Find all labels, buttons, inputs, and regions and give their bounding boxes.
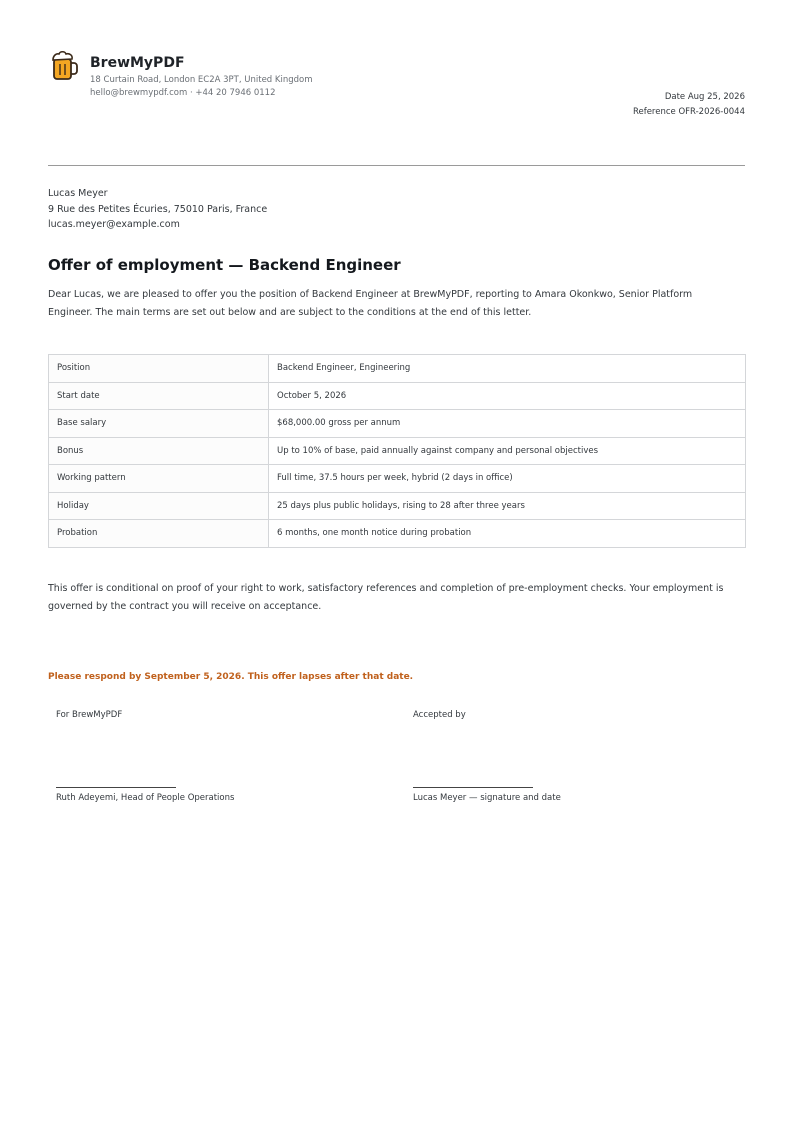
letter-reference: Reference OFR-2026-0044 [632,107,745,117]
table-row [49,465,746,493]
company-signatory: Ruth Adeyemi, Head of People Operations [56,793,235,803]
candidate-signatory: Lucas Meyer — signature and date [413,793,561,803]
letter-intro: Dear Lucas, we are pleased to offer you the position of Backend Engineer at BrewMyPDF, reporting to Amara Okonkwo, Senior Platform Engineer. The main terms are set out below and are subject to the conditions at the end of this letter. [48,289,693,318]
letterhead [48,0,745,166]
term-label: Holiday [49,492,269,520]
table-row [49,382,746,410]
company-contact: hello@brewmypdf.com · +44 20 7946 0112 [90,88,276,98]
letter-meta [633,90,745,120]
term-value: Full time, 37.5 hours per week, hybrid (2 days in office) [269,465,746,493]
term-value: Backend Engineer, Engineering [269,355,746,383]
letter-date: Date Aug 25, 2026 [664,92,745,102]
term-label: Bonus [49,437,269,465]
company-name: BrewMyPDF [90,55,185,71]
recipient-address: 9 Rue des Petites Écuries, 75010 Paris, France [48,203,268,215]
signature-line [56,787,176,788]
term-label: Probation [49,520,269,548]
term-label: Base salary [49,410,269,438]
company-signature-heading: For BrewMyPDF [56,710,123,720]
table-row [49,410,746,438]
offer-letter-page [48,0,745,803]
response-deadline: Please respond by September 5, 2026. This offer lapses after that date. [48,672,414,682]
beer-mug-icon [50,50,80,82]
company-address: 18 Curtain Road, London EC2A 3PT, United Kingdom [90,75,313,85]
table-row [49,520,746,548]
candidate-signature-block [413,710,733,803]
term-label: Start date [49,382,269,410]
term-label: Working pattern [49,465,269,493]
term-value: 25 days plus public holidays, rising to 28 after three years [269,492,746,520]
letter-conditions: This offer is conditional on proof of your right to work, satisfactory references and completion of pre-employment checks. Your employment is governed by the contract you will receive on acceptance. [48,583,724,612]
term-label: Position [49,355,269,383]
table-row [49,437,746,465]
candidate-signature-heading: Accepted by [413,710,466,720]
terms-table [48,354,746,548]
signature-line [413,787,533,788]
recipient-block [48,186,267,233]
company-signature-block [56,710,376,803]
term-value: Up to 10% of base, paid annually against company and personal objectives [269,437,746,465]
term-value: October 5, 2026 [269,382,746,410]
recipient-name: Lucas Meyer [48,188,108,199]
letter-title: Offer of employment — Backend Engineer [48,256,401,274]
term-value: $68,000.00 gross per annum [269,410,746,438]
term-value: 6 months, one month notice during probation [269,520,746,548]
table-row [49,355,746,383]
table-row [49,492,746,520]
recipient-email: lucas.meyer@example.com [48,219,180,230]
